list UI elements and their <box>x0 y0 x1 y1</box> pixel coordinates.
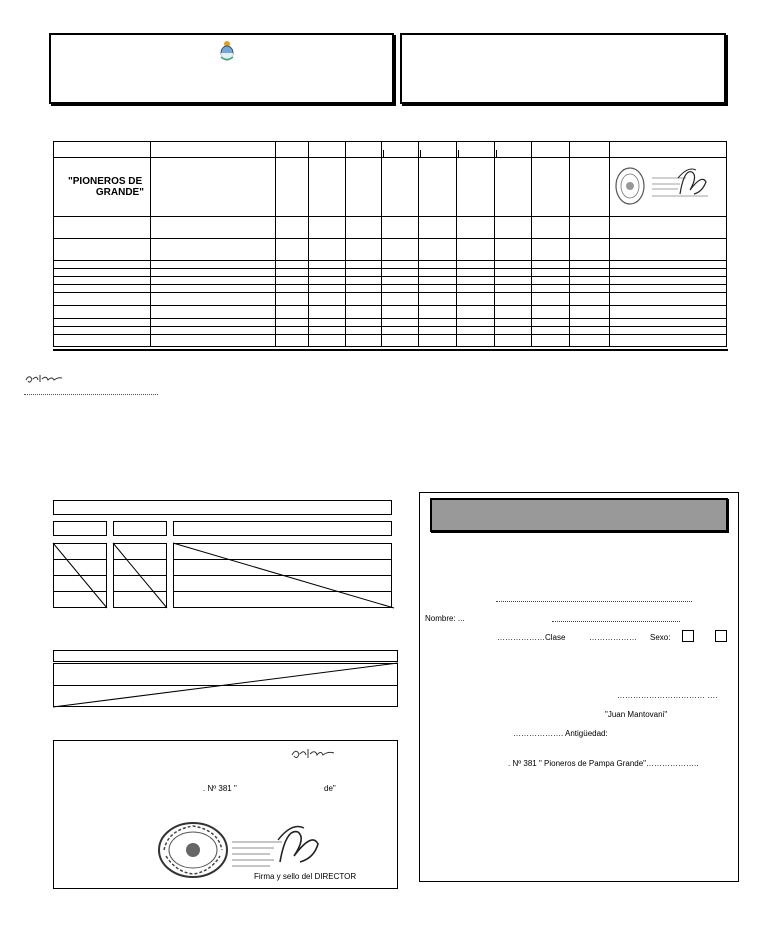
form-title-bar <box>430 498 728 532</box>
form-line-dots <box>496 601 692 602</box>
clase-dots: ……………… <box>589 633 637 642</box>
certificate-line-de: de" <box>324 784 336 793</box>
form-box <box>419 492 739 882</box>
teacher-name: "Juan Mantovani" <box>605 710 668 719</box>
certificate-director-signature-icon <box>230 822 330 872</box>
nombre-label: Nombre: ... <box>425 614 465 623</box>
certificate-signature-icon <box>290 746 336 762</box>
form-dots-line: …………………………… …. <box>617 691 718 700</box>
antiguedad-label: ………………. Antigüedad: <box>513 729 608 738</box>
left-second-table <box>53 663 398 707</box>
left-second-title-box <box>53 650 398 662</box>
school-name-line1: "PIONEROS DE <box>68 176 143 187</box>
certificate-stamp-icon <box>156 820 230 880</box>
sexo-checkbox-1[interactable] <box>682 630 694 642</box>
clase-label: ………………Clase <box>497 633 566 642</box>
certificate-stamp-label: Firma y sello del DIRECTOR <box>254 872 357 881</box>
sexo-label: Sexo: <box>650 633 671 642</box>
sexo-checkbox-2[interactable] <box>715 630 727 642</box>
school-line: . Nº 381 " Pioneros de Pampa Grande"……………….. <box>508 759 699 768</box>
nombre-dots <box>552 621 680 622</box>
school-name-line2: GRANDE" <box>95 187 144 198</box>
certificate-line-number: . Nº 381 " <box>203 784 237 793</box>
